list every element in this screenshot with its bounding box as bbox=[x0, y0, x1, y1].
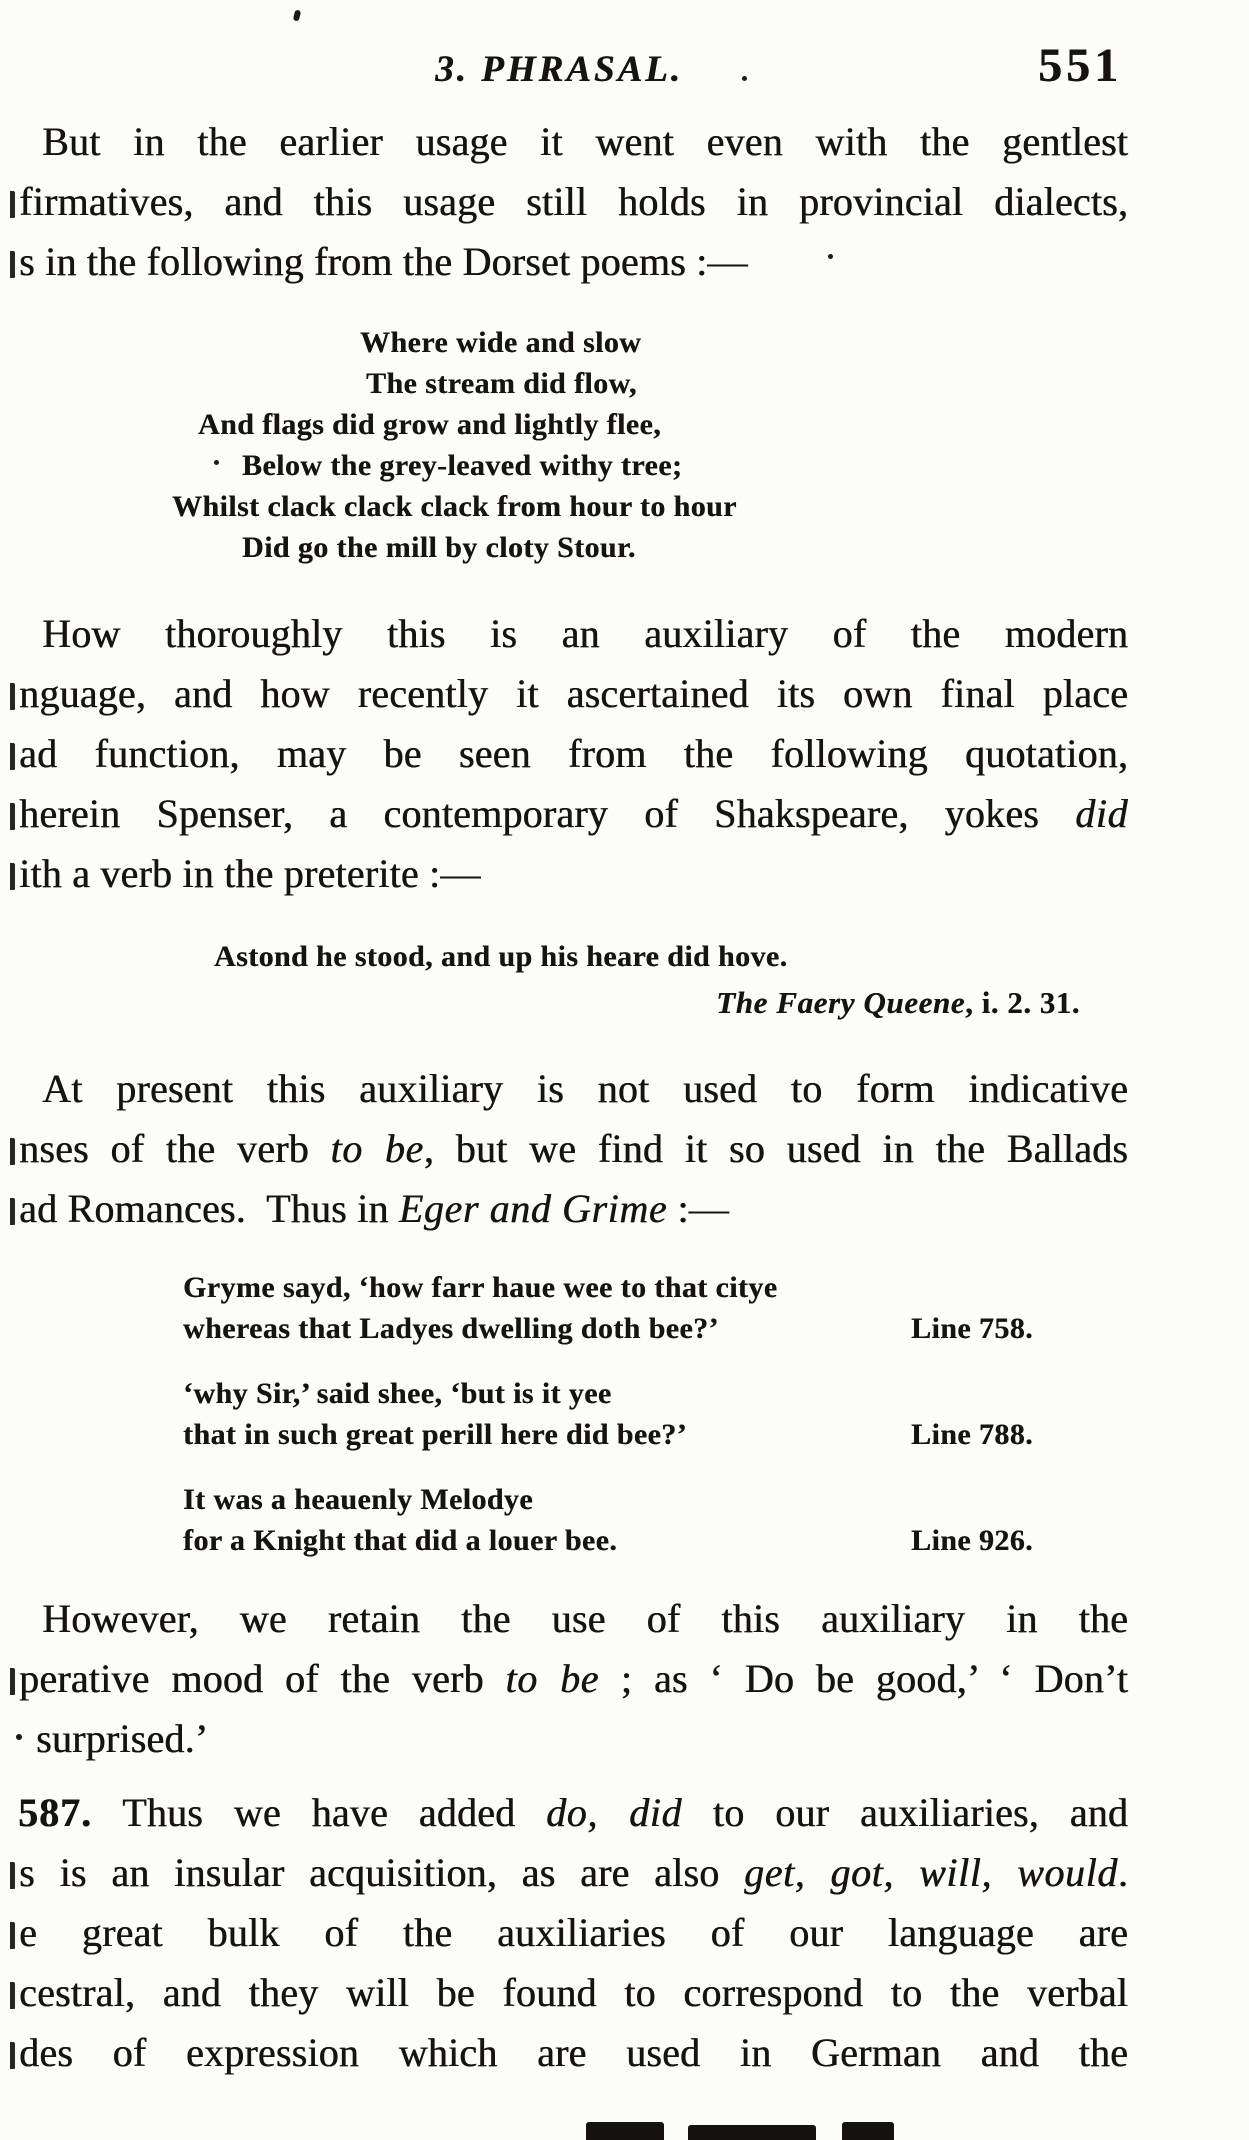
scan-speck bbox=[293, 9, 301, 21]
text-line: nses of the verb to be, but we find it so used in the Ballads bbox=[10, 1119, 1128, 1179]
quote-line: that in such great perill here did bee?’ Line 788. bbox=[183, 1414, 1128, 1455]
scan-speck bbox=[16, 1734, 22, 1740]
text-line: s in the following from the Dorset poems :— bbox=[10, 232, 1128, 292]
poem-dorset bbox=[10, 322, 1128, 568]
text-line: At present this auxiliary is not used to form indicative bbox=[42, 1066, 1128, 1111]
ballad-quotations bbox=[10, 1267, 1128, 1561]
line-reference: Line 926. bbox=[911, 1524, 1033, 1557]
quote-line: Gryme sayd, ‘how farr haue wee to that citye bbox=[183, 1271, 778, 1304]
paragraph-1 bbox=[10, 112, 1128, 292]
poem-line: The stream did flow, bbox=[366, 367, 637, 400]
line-reference: Line 758. bbox=[911, 1312, 1033, 1345]
text-line: herein Spenser, a contemporary of Shakspeare, yokes did bbox=[10, 784, 1128, 844]
line-reference: Line 788. bbox=[911, 1418, 1033, 1451]
ballad-quote-1 bbox=[10, 1267, 1128, 1349]
quote-line: whereas that Ladyes dwelling doth bee?’ Line 758. bbox=[183, 1308, 1128, 1349]
scan-speck bbox=[828, 254, 833, 259]
text-line: des of expression which are used in German and the bbox=[10, 2023, 1128, 2083]
text-line: But in the earlier usage it went even with the gentlest bbox=[42, 119, 1128, 164]
text-line: 587. Thus we have added do, did to our auxiliaries, and bbox=[18, 1790, 1128, 1835]
text-line: s is an insular acquisition, as are also get, got, will, would. bbox=[10, 1843, 1128, 1903]
text-line: ad function, may be seen from the following quotation, bbox=[10, 724, 1128, 784]
text-line: firmatives, and this usage still holds in provincial dialects, bbox=[10, 172, 1128, 232]
scan-speck bbox=[742, 76, 747, 81]
paragraph-2 bbox=[10, 604, 1128, 904]
quote-attribution: The Faery Queene, i. 2. 31. bbox=[716, 985, 1080, 1020]
quote-line: Astond he stood, and up his heare did hove. bbox=[214, 940, 788, 973]
scan-speck bbox=[214, 460, 219, 465]
work-title: The Faery Queene bbox=[716, 985, 966, 1020]
text-line: nguage, and how recently it ascertained its own final place bbox=[10, 664, 1128, 724]
text-line: ad Romances. Thus in Eger and Grime :— bbox=[10, 1179, 1128, 1239]
poem-line: And flags did grow and lightly flee, bbox=[198, 408, 662, 441]
page-body bbox=[10, 112, 1128, 2083]
text-line: How thoroughly this is an auxiliary of the modern bbox=[42, 611, 1128, 656]
quote-line: It was a heauenly Melodye bbox=[183, 1483, 533, 1516]
quote-line: for a Knight that did a louer bee. Line 926. bbox=[183, 1520, 1128, 1561]
paragraph-5 bbox=[10, 1783, 1128, 2083]
quotation-spenser bbox=[10, 936, 1128, 977]
text-line: surprised.’ bbox=[36, 1716, 209, 1761]
quote-line: ‘why Sir,’ said shee, ‘but is it yee bbox=[183, 1377, 612, 1410]
text-line: perative mood of the verb to be ; as ‘ Do be good,’ ‘ Don’t bbox=[10, 1649, 1128, 1709]
ballad-quote-2 bbox=[10, 1373, 1128, 1455]
section-number: 587. bbox=[18, 1790, 92, 1835]
running-head-title: 3. PHRASAL. bbox=[435, 49, 684, 90]
text-line: cestral, and they will be found to correspond to the verbal bbox=[10, 1963, 1128, 2023]
page-header bbox=[10, 38, 1128, 104]
poem-line: Where wide and slow bbox=[360, 326, 642, 359]
ballad-quote-3 bbox=[10, 1479, 1128, 1561]
poem-line: Below the grey-leaved withy tree; bbox=[242, 449, 683, 482]
page-number: 551 bbox=[1038, 39, 1122, 92]
text-line: ith a verb in the preterite :— bbox=[10, 844, 1128, 904]
text-line: However, we retain the use of this auxiliary in the bbox=[42, 1596, 1128, 1641]
poem-line: Did go the mill by cloty Stour. bbox=[242, 531, 636, 564]
text-line: e great bulk of the auxiliaries of our language are bbox=[10, 1903, 1128, 1963]
paragraph-4 bbox=[10, 1589, 1128, 1769]
paragraph-3 bbox=[10, 1059, 1128, 1239]
poem-line: Whilst clack clack clack from hour to hour bbox=[172, 490, 737, 523]
